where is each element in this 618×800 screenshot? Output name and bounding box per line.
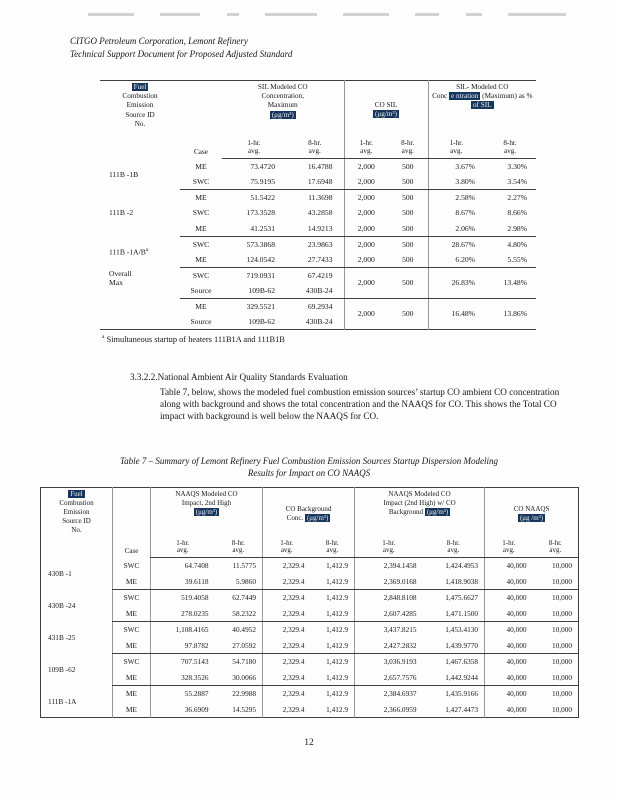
table-row	[100, 267, 536, 283]
scan-artifact	[88, 13, 134, 16]
header-source-id	[41, 488, 113, 558]
header-text: Fuel	[70, 490, 83, 498]
cell-background-8hr: 1,412.9	[311, 670, 355, 686]
cell-source-id: 111B $-1A/B^a$	[109, 246, 149, 257]
cell-case: SWC	[113, 558, 151, 574]
cell-impact-1hr: 707.5143	[151, 654, 215, 670]
header-text: SIL- Modeled CO	[456, 83, 509, 91]
cell-impact-8hr: 5.9860	[215, 574, 263, 590]
cell-naaqs-8hr: 10,000	[533, 670, 579, 686]
header-text: NAAQS Modeled CO	[388, 490, 451, 498]
section-title: National Ambient Air Quality Standards Evaluation	[157, 372, 348, 382]
cell-sil-8hr: 500	[388, 252, 428, 268]
cell-case: ME	[180, 221, 222, 237]
cell-pct-1hr: 2.58%	[428, 190, 484, 206]
table-header-row	[100, 81, 536, 137]
table-row	[41, 670, 579, 686]
cell-naaqs-8hr: 10,000	[551, 593, 573, 603]
cell-sil-8hr: 500	[402, 239, 414, 249]
cell-source-id: 109B -62	[48, 665, 76, 674]
footnote-text: Simultaneous startup of heaters 111B1A and 111B1B	[106, 334, 285, 344]
cell-impact-1hr: 328.3526	[151, 670, 215, 686]
cell-case: ME	[113, 574, 151, 590]
header-co-sil	[344, 81, 428, 137]
cell-source-id: 431B -25	[48, 633, 76, 642]
scan-artifact	[415, 13, 439, 16]
header-text: Conc.	[286, 513, 304, 522]
header-text: Conc	[432, 92, 448, 101]
cell-case: SWC	[192, 270, 210, 280]
cell-total-8hr: 1,471.1500	[423, 606, 485, 622]
header-sil-modeled-concentration	[222, 81, 344, 137]
cell-impact-8hr: 30.0066	[215, 670, 263, 686]
header-total-impact-with-background	[355, 488, 485, 538]
caption-line1: Table 7 – Summary of Lemont Refinery Fuel Combustion Emission Sources Startup Dispersion Modeling	[119, 456, 499, 466]
subheader-1hr-avg: 1-hr. avg.	[355, 538, 423, 558]
cell-sil-1hr: 2,000	[344, 267, 388, 298]
scan-artifact	[265, 13, 317, 16]
cell-1hr-avg: 124.0542	[222, 252, 286, 268]
scan-artifact	[343, 13, 389, 16]
cell-total-1hr: 3,437.8215	[355, 622, 423, 638]
cell-sil-1hr: 2,000	[344, 252, 388, 268]
cell-total-8hr: 1,435.9166	[445, 689, 479, 699]
scan-artifact	[160, 13, 200, 16]
scan-artifact	[508, 13, 566, 16]
header-source-id	[100, 81, 180, 159]
cell-pct-8hr: 2.98%	[484, 221, 536, 237]
header-text: No.	[71, 525, 82, 534]
cell-sil-8hr: 500	[388, 267, 428, 298]
cell-impact-8hr: 54.7180	[232, 657, 257, 667]
section-number: 3.3.2.2.	[130, 372, 158, 382]
cell-impact-8hr: 40.4952	[232, 625, 257, 635]
cell-8hr-avg: 69.2934	[307, 301, 333, 311]
header-text: Fuel	[133, 83, 147, 91]
subheader-1hr-avg: 1-hr. avg.	[151, 538, 215, 558]
cell-sil-1hr: 2,000	[344, 174, 388, 190]
subheader-8hr-avg: 8-hr. avg.	[533, 538, 579, 558]
cell-total-1hr: 2,657.7576	[355, 670, 423, 686]
cell-case: SWC	[113, 590, 151, 606]
cell-case: ME	[113, 670, 151, 686]
cell-pct-8hr: 8.66%	[507, 208, 528, 218]
scan-artifact	[227, 13, 239, 16]
cell-total-8hr: 1,475.6627	[445, 593, 479, 603]
cell-naaqs-1hr: 40,000	[485, 574, 533, 590]
cell-sil-1hr: 2,000	[344, 190, 388, 206]
header-text: (Maximum) as %	[482, 92, 533, 101]
cell-case: ME	[195, 161, 207, 171]
cell-source-id: 430B -1	[48, 569, 72, 578]
cell-background-8hr: 1,412.9	[326, 625, 349, 635]
table-row	[41, 654, 579, 670]
cell-1hr-avg: 573.3868	[246, 239, 275, 249]
cell-case: Source	[180, 283, 222, 299]
body-paragraph: Table 7, below, shows the modeled fuel combustion emission sources’ startup CO ambient CO concentration along with background and shows the total concentration and the NAAQS for CO. This shows the Total CO impact with background is well below the NAAQS for CO.	[160, 387, 560, 421]
header-text: (μg/m³)	[271, 110, 294, 119]
cell-case: ME	[113, 606, 151, 622]
cell-impact-8hr: 22.9988	[232, 689, 257, 699]
cell-sil-8hr: 500	[402, 193, 414, 202]
cell-total-8hr: 1,453.4130	[445, 625, 479, 635]
cell-1hr-avg: 719.0931	[246, 270, 275, 280]
cell-sil-8hr: 500	[402, 162, 414, 171]
cell-impact-1hr: 36.6909	[151, 702, 215, 718]
header-text: SIL Modeled CO	[257, 83, 308, 91]
header-case: Case	[113, 488, 151, 558]
header-text: (μg /m³)	[519, 513, 544, 522]
header-text: NAAQS Modeled CO	[175, 490, 238, 498]
cell-naaqs-1hr: 40,000	[485, 622, 533, 638]
cell-naaqs-1hr: 40,000	[485, 654, 533, 670]
table-row	[41, 606, 579, 622]
cell-background-8hr: 1,412.9	[326, 704, 349, 714]
cell-sil-8hr: 500	[388, 221, 428, 237]
subheader-8hr-avg: 8-hr. avg.	[484, 137, 536, 159]
cell-background-1hr: 2,329.4	[263, 590, 311, 606]
cell-naaqs-1hr: 40,000	[485, 558, 533, 574]
header-text: Background	[388, 507, 424, 516]
table-header-row	[41, 488, 579, 538]
cell-source-id: 111B -1A	[48, 696, 77, 706]
cell-source-id: 111B -2	[109, 208, 134, 218]
cell-pct-8hr: 13.86%	[503, 309, 528, 318]
cell-impact-1hr: 39.6118	[151, 574, 215, 590]
subheader-8hr-avg: 8-hr. avg.	[311, 538, 355, 558]
cell-pct-8hr: 2.27%	[507, 193, 528, 202]
cell-background-1hr: 2,329.4	[263, 654, 311, 670]
subheader-8hr-avg: 8-hr. avg.	[388, 137, 428, 159]
header-percent-of-sil	[428, 81, 536, 137]
cell-case: ME	[113, 638, 151, 654]
header-text: (μg/m³)	[306, 513, 329, 522]
cell-8hr-avg: 16.4788	[307, 162, 333, 171]
cell-pct-8hr: 3.30%	[507, 162, 528, 171]
cell-case: ME	[180, 252, 222, 268]
cell-case: ME	[113, 686, 151, 702]
subheader-1hr-avg: 1-hr. avg.	[222, 137, 286, 159]
cell-total-8hr: 1,424.4953	[445, 561, 479, 571]
cell-naaqs-1hr: 40,000	[485, 638, 533, 654]
cell-pct-8hr: 4.80%	[507, 239, 528, 249]
sil-modeling-results-table	[100, 80, 536, 330]
cell-sil-1hr: 2,000	[344, 298, 388, 329]
table-row	[41, 574, 579, 590]
cell-impact-8hr: 58.2322	[215, 606, 263, 622]
cell-1hr-avg: 41.2531	[222, 221, 286, 237]
header-text: No.	[134, 119, 146, 128]
cell-pct-1hr: 3.80%	[428, 174, 484, 190]
cell-naaqs-1hr: 40,000	[485, 702, 533, 718]
table-footnote	[102, 334, 285, 344]
cell-total-8hr: 1,427.4473	[445, 704, 479, 714]
cell-total-8hr: 1,418.9038	[423, 574, 485, 590]
cell-pct-8hr: 13.48%	[484, 267, 536, 298]
section-heading	[130, 372, 348, 382]
cell-total-1hr: 2,427.2832	[355, 638, 423, 654]
cell-naaqs-8hr: 10,000	[551, 625, 573, 635]
cell-impact-8hr: 14.5295	[232, 704, 257, 714]
cell-pct-1hr: 3.67%	[428, 159, 484, 175]
header-text: CO NAAQS	[513, 504, 550, 513]
cell-background-1hr: 2,329.4	[263, 638, 311, 654]
cell-naaqs-1hr: 40,000	[485, 670, 533, 686]
table-row	[100, 159, 536, 175]
subheader-8hr-avg: 8-hr. avg.	[423, 538, 485, 558]
cell-sil-8hr: 500	[388, 174, 428, 190]
cell-pct-1hr: 2.06%	[428, 221, 484, 237]
cell-pct-1hr: 28.67%	[428, 236, 484, 252]
header-text: (μg/m³)	[375, 109, 397, 118]
cell-naaqs-1hr: 40,000	[485, 590, 533, 606]
cell-8hr-avg: 67.4219	[307, 270, 333, 280]
cell-naaqs-8hr: 10,000	[533, 606, 579, 622]
table-row	[41, 622, 579, 638]
subheader-1hr-avg: 1-hr. avg.	[485, 538, 533, 558]
cell-background-8hr: 1,412.9	[326, 561, 349, 571]
cell-total-1hr: 2,848.8108	[355, 590, 423, 606]
cell-pct-1hr: 16.48%	[428, 298, 484, 329]
cell-background-1hr: 2,329.4	[263, 558, 311, 574]
header-text: Impact (2nd High) w/ CO	[383, 498, 456, 507]
cell-8hr-source: 430B-24	[286, 283, 344, 299]
table7-caption	[49, 456, 569, 479]
cell-pct-1hr: 26.83%	[428, 267, 484, 298]
cell-source-id: Overall Max	[109, 269, 132, 287]
cell-source-id: 111B -1B	[109, 169, 139, 179]
table-row	[41, 686, 579, 702]
document-header	[70, 35, 292, 61]
cell-sil-8hr: 500	[402, 208, 414, 218]
cell-background-8hr: 1,412.9	[311, 638, 355, 654]
cell-naaqs-1hr: 40,000	[485, 686, 533, 702]
caption-line2: Results for Impact on CO NAAQS	[247, 467, 371, 478]
cell-case: SWC	[113, 622, 151, 638]
cell-background-1hr: 2,329.4	[263, 574, 311, 590]
cell-background-8hr: 1,412.9	[326, 593, 349, 603]
cell-pct-1hr: 6.20%	[428, 252, 484, 268]
header-text: CO Background	[285, 504, 332, 513]
cell-background-8hr: 1,412.9	[326, 657, 349, 667]
cell-case: ME	[195, 193, 207, 202]
cell-1hr-avg: 329.5521	[246, 301, 275, 311]
cell-1hr-source: 109B-62	[222, 283, 286, 299]
cell-case: ME	[113, 702, 151, 718]
page-number: 12	[304, 738, 314, 748]
cell-pct-1hr: 8.67%	[428, 205, 484, 221]
cell-naaqs-8hr: 10,000	[551, 657, 573, 667]
cell-sil-1hr: 2,000	[344, 159, 388, 175]
cell-sil-8hr: 500	[402, 309, 414, 318]
cell-8hr-avg: 14.9213	[286, 221, 344, 237]
header-case: Case	[194, 147, 208, 156]
cell-total-1hr: 2,369.0168	[355, 574, 423, 590]
table-row	[41, 702, 579, 718]
cell-background-1hr: 2,329.4	[263, 686, 311, 702]
table-row	[100, 236, 536, 252]
cell-8hr-source: 430B-24	[305, 316, 333, 326]
header-text: Combustion	[122, 92, 158, 101]
subheader-1hr-avg: 1-hr. avg.	[428, 137, 484, 159]
header-text: Combustion	[59, 498, 94, 507]
subheader-1hr-avg: 1-hr. avg.	[344, 137, 388, 159]
cell-case: SWC	[192, 239, 210, 249]
header-text: Concentration,	[261, 92, 304, 101]
cell-naaqs-8hr: 10,000	[551, 689, 573, 699]
footnote-marker: a	[102, 334, 105, 340]
header-co-naaqs	[485, 488, 579, 538]
header-text: (μg/m³)	[195, 507, 218, 516]
header-text: Impact, 2nd High	[181, 498, 232, 507]
cell-pct-8hr: 5.55%	[484, 252, 536, 268]
header-text: (μg/m³)	[426, 507, 449, 516]
cell-impact-1hr: 64.7408	[151, 558, 215, 574]
cell-impact-1hr: 1,108.4165	[151, 622, 215, 638]
cell-1hr-avg: 173.3528	[246, 208, 275, 218]
cell-case: Source	[190, 316, 212, 326]
cell-case: SWC	[192, 208, 210, 218]
naaqs-modeling-results-table	[40, 487, 579, 718]
header-co-background	[263, 488, 355, 538]
subheader-8hr-avg: 8-hr. avg.	[215, 538, 263, 558]
cell-1hr-source: 109B-62	[248, 316, 275, 326]
cell-1hr-avg: 73.4720	[250, 162, 275, 171]
cell-background-1hr: 2,329.4	[263, 670, 311, 686]
cell-1hr-avg: 51.5422	[250, 193, 275, 202]
header-text: Source ID	[62, 516, 91, 525]
cell-sil-1hr: 2,000	[344, 205, 388, 221]
cell-impact-1hr: 55.2887	[151, 686, 215, 702]
document-header-line1: CITGO Petroleum Corporation, Lemont Refinery	[70, 36, 248, 46]
cell-8hr-avg: 23.9863	[307, 239, 333, 249]
cell-total-1hr: 3,036.9193	[355, 654, 423, 670]
cell-impact-8hr: 27.0592	[215, 638, 263, 654]
cell-1hr-avg: 75.9195	[222, 174, 286, 190]
header-text: CO SIL	[374, 100, 398, 109]
cell-sil-1hr: 2,000	[344, 221, 388, 237]
table-row	[41, 638, 579, 654]
cell-sil-1hr: 2,000	[344, 236, 388, 252]
subheader-8hr-avg: 8-hr. avg.	[286, 137, 344, 159]
cell-naaqs-8hr: 10,000	[551, 561, 573, 571]
table-row	[41, 590, 579, 606]
cell-case: SWC	[113, 654, 151, 670]
cell-case: ME	[195, 301, 207, 311]
header-text: Maximum	[267, 101, 298, 110]
cell-total-1hr: 2,607.4285	[355, 606, 423, 622]
header-text: Emission	[63, 507, 90, 516]
cell-total-8hr: 1,467.6358	[445, 657, 479, 667]
cell-impact-1hr: 519.4058	[151, 590, 215, 606]
cell-total-1hr: 2,366.0959	[355, 702, 423, 718]
footnote-marker: a	[145, 246, 149, 253]
cell-background-8hr: 1,412.9	[311, 606, 355, 622]
cell-impact-1hr: 278.0235	[151, 606, 215, 622]
cell-8hr-avg: 43.2858	[307, 208, 333, 218]
subheader-1hr-avg: 1-hr. avg.	[263, 538, 311, 558]
header-text: Source ID	[125, 110, 155, 119]
cell-total-8hr: 1,439.9770	[423, 638, 485, 654]
cell-8hr-avg: 17.6948	[286, 174, 344, 190]
cell-naaqs-8hr: 10,000	[551, 704, 573, 714]
cell-8hr-avg: 27.7433	[286, 252, 344, 268]
cell-impact-8hr: 11.5775	[232, 561, 257, 571]
cell-background-1hr: 2,329.4	[263, 606, 311, 622]
cell-source-id: 430B -24	[48, 601, 76, 610]
scan-artifact-strip	[88, 13, 566, 16]
cell-background-1hr: 2,329.4	[263, 702, 311, 718]
header-text: of SIL	[472, 101, 492, 110]
table-row	[100, 190, 536, 206]
cell-background-1hr: 2,329.4	[263, 622, 311, 638]
cell-case: SWC	[180, 174, 222, 190]
cell-naaqs-8hr: 10,000	[533, 638, 579, 654]
cell-impact-1hr: 97.8782	[151, 638, 215, 654]
scan-artifact	[466, 13, 482, 16]
document-header-line2: Technical Support Document for Proposed Adjusted Standard	[70, 49, 293, 60]
header-text: e ntration	[451, 92, 479, 101]
header-naaqs-impact	[151, 488, 263, 538]
cell-total-8hr: 1,442.9244	[423, 670, 485, 686]
cell-8hr-avg: 11.3698	[308, 193, 333, 202]
table-row	[41, 558, 579, 574]
cell-naaqs-8hr: 10,000	[533, 574, 579, 590]
cell-background-8hr: 1,412.9	[326, 689, 349, 699]
cell-total-1hr: 2,394.1458	[355, 558, 423, 574]
cell-impact-8hr: 62.7449	[232, 593, 257, 603]
cell-total-1hr: 2,384.6937	[355, 686, 423, 702]
cell-background-8hr: 1,412.9	[311, 574, 355, 590]
header-text: Emission	[126, 101, 154, 110]
cell-naaqs-1hr: 40,000	[485, 606, 533, 622]
cell-pct-8hr: 3.54%	[484, 174, 536, 190]
